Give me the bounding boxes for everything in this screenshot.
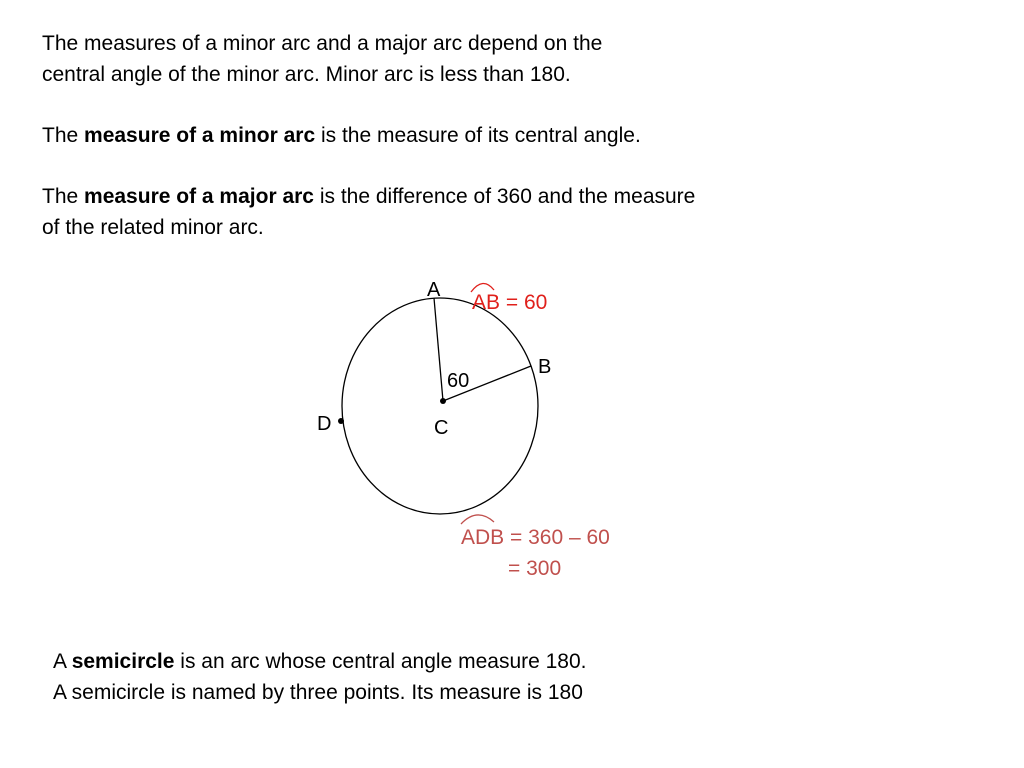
intro-line-1: The measures of a minor arc and a major arc depend on the bbox=[42, 32, 603, 55]
minor-arc-prefix: The bbox=[42, 124, 85, 147]
semicircle-suffix: is an arc whose central angle measure 180. bbox=[174, 650, 587, 673]
major-arc-suffix: is the difference of 360 and the measure bbox=[313, 185, 696, 208]
circle bbox=[342, 298, 538, 514]
semicircle-term: semicircle bbox=[71, 650, 175, 673]
major-arc-prefix: The bbox=[42, 185, 85, 208]
center-point-c bbox=[440, 398, 446, 404]
minor-arc-measure: AB = 60 bbox=[472, 291, 548, 314]
major-arc-symbol bbox=[461, 515, 494, 524]
intro-line-2: central angle of the minor arc. Minor arc is less than 180. bbox=[42, 63, 571, 86]
semicircle-definition-line-1 bbox=[53, 646, 587, 677]
minor-arc-suffix: is the measure of its central angle. bbox=[315, 124, 641, 147]
label-point-b: B bbox=[538, 356, 552, 378]
major-arc-measure-line-1: ADB = 360 – 60 bbox=[461, 526, 610, 549]
point-d-dot bbox=[338, 418, 344, 424]
label-point-d: D bbox=[317, 413, 332, 435]
semicircle-prefix: A bbox=[53, 650, 72, 673]
major-arc-measure-line-2: = 300 bbox=[508, 557, 562, 580]
semicircle-definition-line-2: A semicircle is named by three points. Its measure is 180 bbox=[53, 681, 583, 704]
central-angle-label: 60 bbox=[447, 370, 470, 392]
radius-ca bbox=[434, 298, 443, 401]
major-arc-term: measure of a major arc bbox=[84, 185, 314, 208]
label-point-c: C bbox=[434, 417, 449, 439]
minor-arc-term: measure of a minor arc bbox=[84, 124, 316, 147]
major-arc-definition-line-2: of the related minor arc. bbox=[42, 216, 264, 239]
label-point-a: A bbox=[427, 279, 441, 301]
semicircle-definition bbox=[53, 646, 587, 708]
